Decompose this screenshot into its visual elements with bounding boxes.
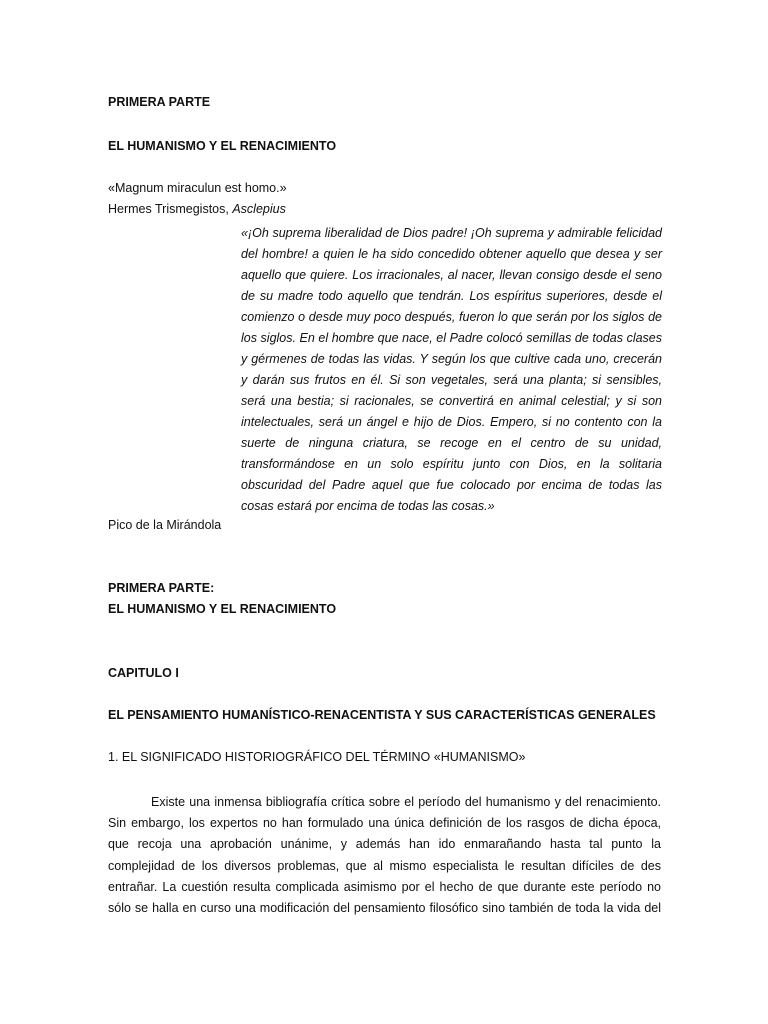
- body-line: sólo se halla en curso una modificación del pensamiento filosófico sino también de toda la vida del: [108, 900, 661, 915]
- body-line: Existe una inmensa bibliografía crítica sobre el período del humanismo y del renacimiento.: [151, 795, 661, 809]
- quote-block: [241, 223, 662, 517]
- quote-line: intelectuales, será un ángel e hijo de Dios. Empero, si no contento con la: [241, 415, 662, 429]
- section-title: 1. EL SIGNIFICADO HISTORIOGRÁFICO DEL TÉRMINO «HUMANISMO»: [108, 750, 526, 764]
- chapter-title: EL PENSAMIENTO HUMANÍSTICO-RENACENTISTA Y SUS CARACTERÍSTICAS GENERALES: [108, 708, 656, 722]
- part-title: EL HUMANISMO Y EL RENACIMIENTO: [108, 139, 337, 153]
- body-line: complejidad de los diversos problemas, que al mismo especialista le resultan difíciles de des: [108, 858, 661, 873]
- quote-line: cosas estará por encima de todas las cosas.»: [241, 499, 495, 513]
- section-part-title: EL HUMANISMO Y EL RENACIMIENTO: [108, 602, 337, 616]
- quote-line: suerte de ninguna criatura, se recoge en el centro de su unidad,: [241, 436, 662, 450]
- quote-line: y gérmenes de todas las vidas. Y según los que cultive cada uno, crecerán: [241, 352, 662, 366]
- quote-line: y darán sus frutos en él. Si son vegetales, será una planta; si sensibles,: [241, 373, 662, 387]
- body-paragraph: [108, 792, 661, 919]
- chapter-heading: CAPITULO I: [108, 666, 179, 680]
- body-line: que recoja una aprobación unánime, y además han ido enmarañando hasta tal punto la: [108, 837, 661, 852]
- quote-line: comienzo o desde muy poco después, fueron lo que serán por los siglos de: [241, 310, 662, 324]
- quote-line: los siglos. En el hombre que nace, el Padre colocó semillas de todas clases: [241, 331, 662, 345]
- quote-line: «¡Oh suprema liberalidad de Dios padre! ¡Oh suprema y admirable felicidad: [241, 226, 662, 240]
- section-part-heading: PRIMERA PARTE:: [108, 581, 215, 595]
- quote-line: del hombre! a quien le ha sido concedido obtener aquello que desea y ser: [241, 247, 662, 261]
- epigraph-source-author: Hermes Trismegistos,: [108, 202, 233, 216]
- quote-line: será una bestia; si racionales, se convertirá en animal celestial; y si son: [241, 394, 662, 408]
- epigraph-source-work: Asclepius: [232, 202, 286, 216]
- body-line: Sin embargo, los expertos no han formulado una única definición de los rasgos de dicha época,: [108, 816, 661, 831]
- quote-line: aquello que quiere. Los irracionales, al nacer, llevan consigo desde el seno: [241, 268, 662, 282]
- epigraph: «Magnum miraculun est homo.»: [108, 181, 287, 195]
- quote-line: obscuridad del Padre aquel que fue colocado por encima de todas las: [241, 478, 662, 492]
- quote-line: de su madre todo aquello que tendrán. Los espíritus superiores, desde el: [241, 289, 662, 303]
- quote-line: transformándose en un solo espíritu junto con Dios, en la solitaria: [241, 457, 662, 471]
- quote-author: Pico de la Mirándola: [108, 518, 222, 532]
- part-heading: PRIMERA PARTE: [108, 95, 211, 109]
- epigraph-source: [108, 202, 286, 216]
- body-line: entrañar. La cuestión resulta complicada asimismo por el hecho de que durante este período no: [108, 879, 661, 894]
